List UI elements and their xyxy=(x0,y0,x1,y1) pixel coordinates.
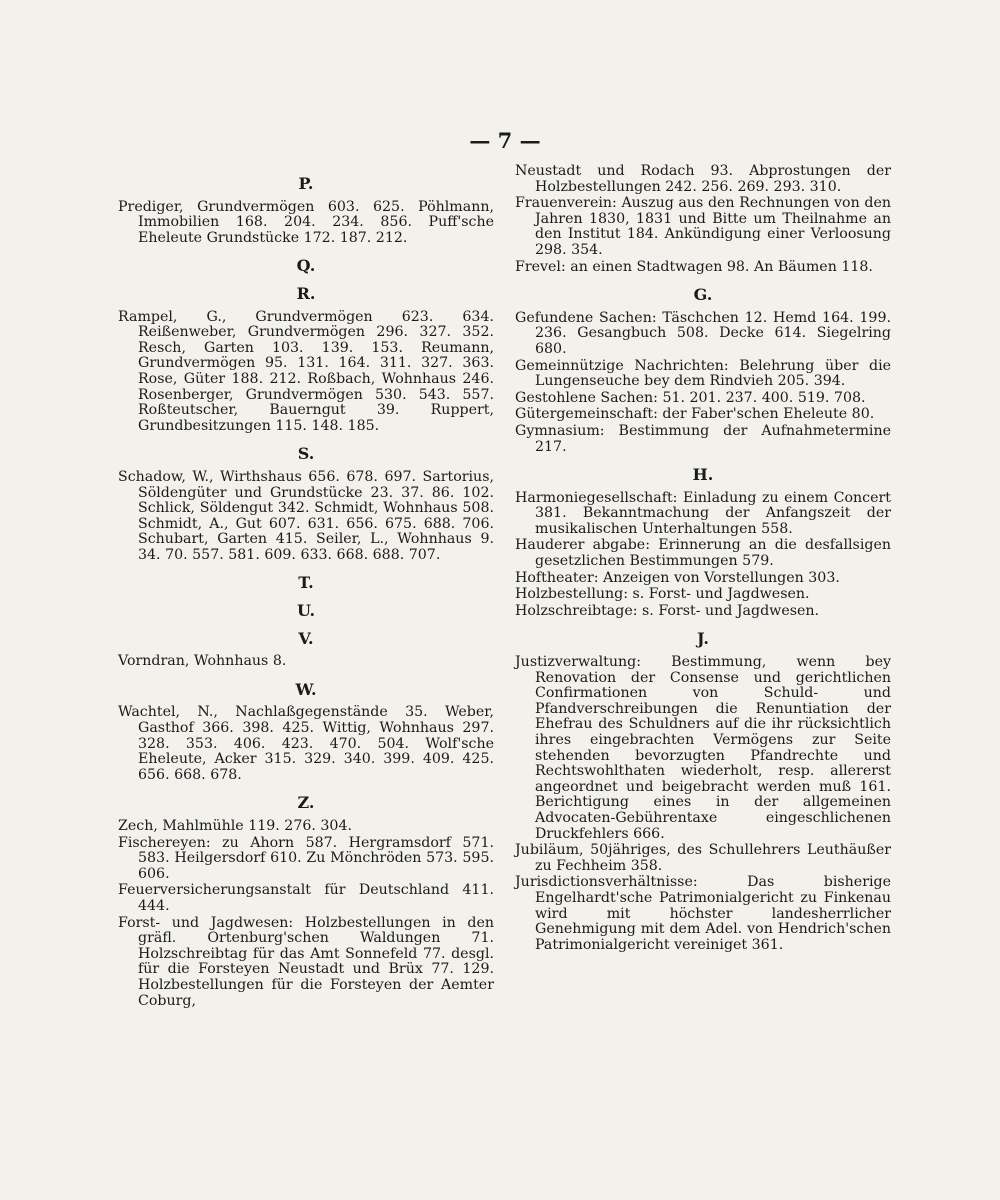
left-column xyxy=(118,164,494,1010)
section-letter: W. xyxy=(295,679,317,699)
index-entry: Prediger, Grundvermögen 603. 625. Pöhlmann, Immobilien 168. 204. 234. 856. Puff'sche Eheleute Grundstücke 172. 187. 212. xyxy=(118,198,494,246)
index-entry: Gemeinnützige Nachrichten: Belehrung über die Lungenseuche bey dem Rindvieh 205. 394. xyxy=(515,357,891,390)
index-entry: Gestohlene Sachen: 51. 201. 237. 400. 519. 708. xyxy=(515,389,866,406)
index-entry: Gütergemeinschaft: der Faber'schen Eheleute 80. xyxy=(515,406,875,423)
index-entry: Vorndran, Wohnhaus 8. xyxy=(118,653,287,670)
index-entry: Gymnasium: Bestimmung der Aufnahmetermine 217. xyxy=(515,422,891,455)
index-entry: Hoftheater: Anzeigen von Vorstellungen 303. xyxy=(515,569,840,586)
index-entry: Jurisdictionsverhältnisse: Das bisherige Engelhardt'sche Patrimonialgericht zu Finkenau wird mit höchster landesherrlicher Genehmigung mit dem Adel. von Hendrich'schen Patrimonialgericht vereiniget 361. xyxy=(515,874,891,953)
section-letter: G. xyxy=(693,285,713,305)
index-entry: Neustadt und Rodach 93. Abprostungen der Holzbestellungen 242. 256. 269. 293. 310. xyxy=(515,163,891,195)
index-entry: Feuerversicherungsanstalt für Deutschland 411. 444. xyxy=(118,882,494,914)
section-letter: R. xyxy=(296,283,316,303)
index-entry: Gefundene Sachen: Täschchen 12. Hemd 164. 199. 236. Gesangbuch 508. Decke 614. Siegelring 680. xyxy=(515,309,891,357)
section-letter: T. xyxy=(298,573,314,593)
right-column xyxy=(515,164,891,954)
index-entry: Frauenverein: Auszug aus den Rechnungen von den Jahren 1830, 1831 und Bitte um Theilnahme an den Institut 184. Ankündigung einer Verloosung 298. 354. xyxy=(515,195,891,258)
index-entry: Zech, Mahlmühle 119. 276. 304. xyxy=(118,818,352,834)
index-entry: Wachtel, N., Nachlaßgegenstände 35. Weber, Gasthof 366. 398. 425. Wittig, Wohnhaus 297. 328. 353. 406. 423. 470. 504. Wolf'sche Eheleute, Acker 315. 329. 340. 399. 409. 425. 656. 668. 678. xyxy=(118,704,494,783)
index-entry: Hauderer abgabe: Erinnerung an die desfallsigen gesetzlichen Bestimmungen 579. xyxy=(515,537,891,570)
section-letter: J. xyxy=(697,629,709,649)
index-entry: Fischereyen: zu Ahorn 587. Hergramsdorf 571. 583. Heilgersdorf 610. Zu Mönchröden 573. 595. 606. xyxy=(118,834,494,882)
index-entry: Schadow, W., Wirthshaus 656. 678. 697. Sartorius, Söldengüter und Grundstücke 23. 37. 86. 102. Schlick, Söldengut 342. Schmidt, Wohnhaus 508. Schmidt, A., Gut 607. 631. 656. 675. 688. 706. Schubart, Garten 415. Seiler, L., Wohnhaus 9. 34. 70. 557. 581. 609. 633. 668. 688. 707. xyxy=(118,468,494,563)
index-entry: Holzbestellung: s. Forst- und Jagdwesen. xyxy=(515,586,810,603)
index-entry: Frevel: an einen Stadtwagen 98. An Bäumen 118. xyxy=(515,258,873,275)
index-entry: Justizverwaltung: Bestimmung, wenn bey Renovation der Consense und gerichtlichen Confirmationen von Schuld- und Pfandverschreibungen die Renuntiation der Ehefrau des Schuldners auf die ihr rücksichtlich ihres eingebrachten Vermögens zur Seite stehenden bevorzugten Pfandrechte und Rechtswohlthaten wiederholt, resp. allererst angeordnet und beigebracht werden muß 161. Berichtigung eines in der allgemeinen Advocaten-Gebührentaxe eingeschlichenen Druckfehlers 666. xyxy=(515,654,891,842)
index-entry: Harmoniegesellschaft: Einladung zu einem Concert 381. Bekanntmachung der Anfangszeit der musikalischen Unterhaltungen 558. xyxy=(515,489,891,537)
index-entry: Forst- und Jagdwesen: Holzbestellungen in den gräfl. Ortenburg'schen Waldungen 71. Holzschreibtag für das Amt Sonnefeld 77. desgl. für die Forsteyen Neustadt und Brüx 77. 129. Holzbestellungen für die Forsteyen der Aemter Coburg, xyxy=(118,914,494,1009)
section-letter: S. xyxy=(297,444,315,464)
section-letter: H. xyxy=(692,465,714,485)
section-letter: Q. xyxy=(296,256,316,276)
section-letter: U. xyxy=(296,601,316,621)
section-letter: P. xyxy=(298,174,314,193)
index-entry: Holzschreibtage: s. Forst- und Jagdwesen. xyxy=(515,602,820,619)
section-letter: V. xyxy=(298,628,314,648)
index-entry: Jubiläum, 50jähriges, des Schullehrers Leuthäußer zu Fechheim 358. xyxy=(515,842,891,874)
section-letter: Z. xyxy=(297,793,315,813)
index-entry: Rampel, G., Grundvermögen 623. 634. Reißenweber, Grundvermögen 296. 327. 352. Resch, Garten 103. 139. 153. Reumann, Grundvermögen 95. 131. 164. 311. 327. 363. Rose, Güter 188. 212. Roßbach, Wohnhaus 246. Rosenberger, Grundvermögen 530. 543. 557. Roßteutscher, Bauerngut 39. Ruppert, Grundbesitzungen 115. 148. 185. xyxy=(118,308,494,434)
page-number: — 7 — xyxy=(469,128,541,153)
